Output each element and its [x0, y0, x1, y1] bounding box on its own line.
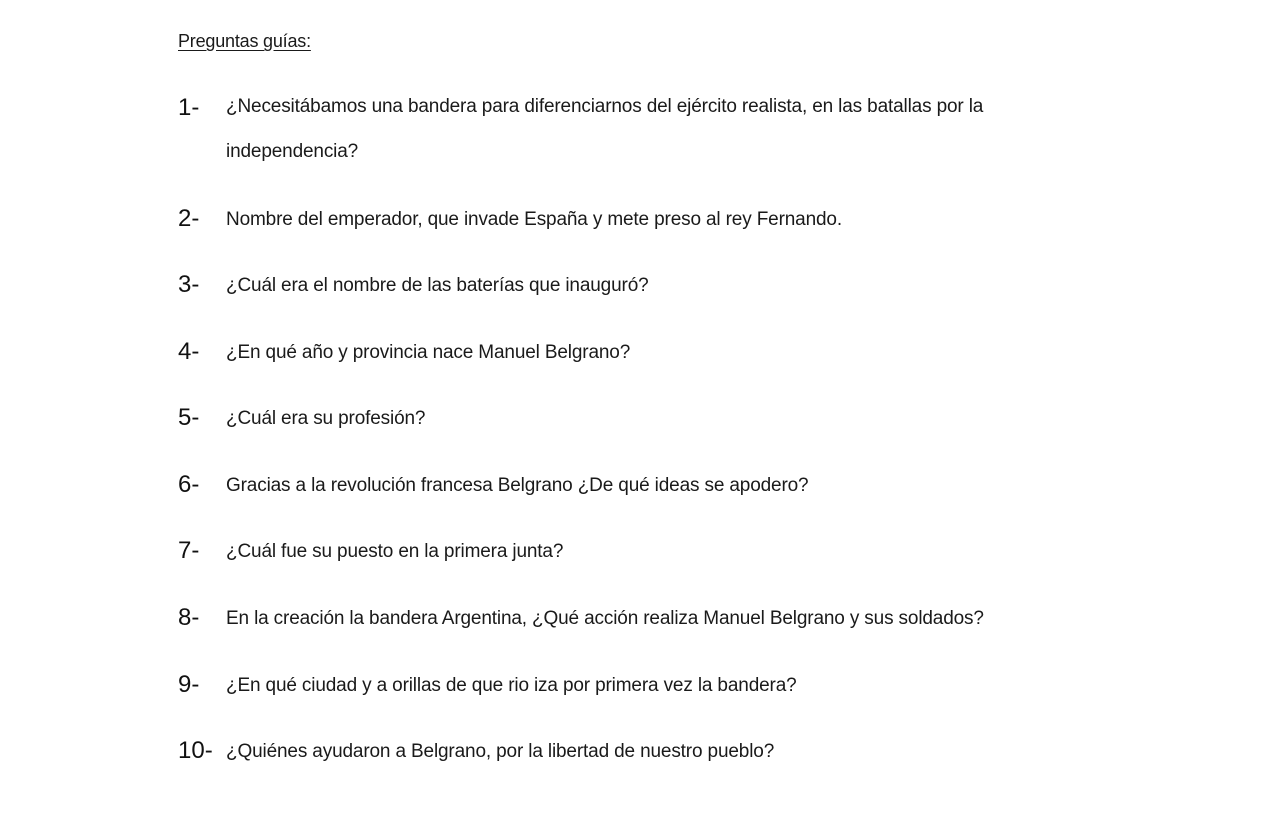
- question-text: ¿Necesitábamos una bandera para diferenciarnos del ejército realista, en las batallas por la independencia?: [226, 96, 984, 162]
- question-text: ¿En qué año y provincia nace Manuel Belgrano?: [226, 342, 631, 363]
- question-number: 2-: [178, 205, 200, 232]
- question-number: 3-: [178, 271, 200, 298]
- question-number: 9-: [178, 671, 200, 698]
- question-number: 1-: [178, 94, 200, 121]
- question-text: Gracias a la revolución francesa Belgrano ¿De qué ideas se apodero?: [226, 475, 809, 496]
- question-text: ¿Cuál fue su puesto en la primera junta?: [226, 541, 564, 562]
- question-text: ¿Cuál era el nombre de las baterías que inauguró?: [226, 275, 649, 296]
- question-number: 6-: [178, 471, 200, 498]
- question-text: ¿Quiénes ayudaron a Belgrano, por la libertad de nuestro pueblo?: [226, 741, 775, 762]
- page-heading: Preguntas guías:: [178, 31, 311, 51]
- question-text: ¿En qué ciudad y a orillas de que rio iza por primera vez la bandera?: [226, 675, 797, 696]
- question-text: En la creación la bandera Argentina, ¿Qué acción realiza Manuel Belgrano y sus soldados?: [226, 608, 984, 629]
- question-number: 7-: [178, 537, 200, 564]
- question-number: 8-: [178, 604, 200, 631]
- question-number: 5-: [178, 404, 200, 431]
- question-number: 10-: [178, 737, 213, 764]
- question-text: ¿Cuál era su profesión?: [226, 408, 426, 429]
- question-text: Nombre del emperador, que invade España y mete preso al rey Fernando.: [226, 209, 842, 230]
- question-number: 4-: [178, 338, 200, 365]
